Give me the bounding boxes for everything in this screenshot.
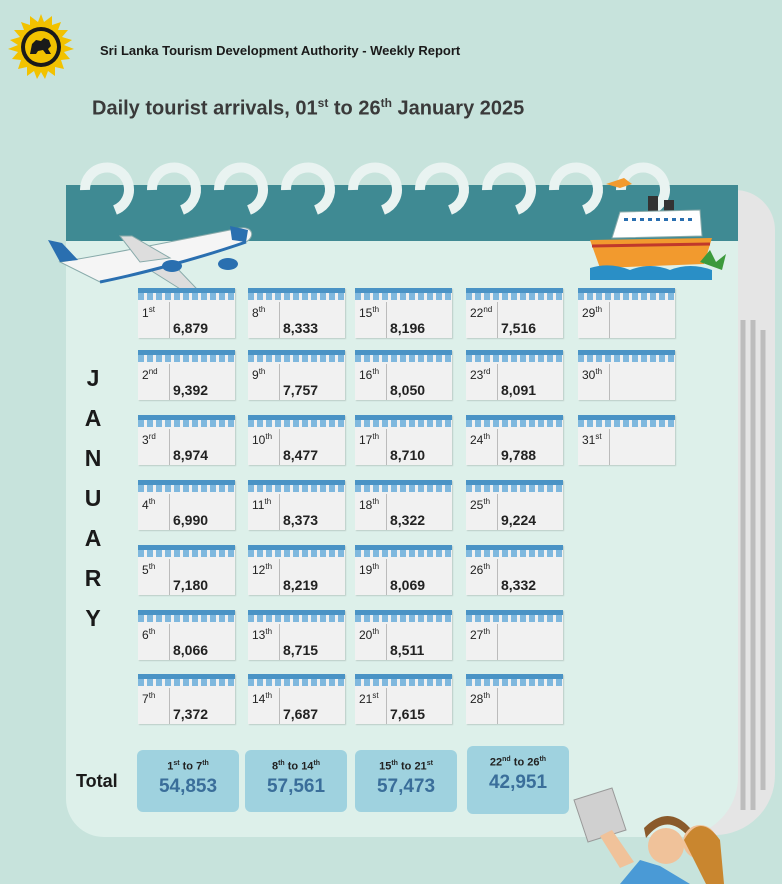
day-number: 17th	[359, 432, 380, 447]
week-range-label: 15th to 21st	[379, 760, 433, 773]
week-range-label: 8th to 14th	[271, 760, 321, 773]
day-number: 4th	[142, 497, 156, 512]
day-divider	[169, 688, 170, 724]
day-arrivals-value: 8,373	[283, 512, 319, 528]
day-number: 2nd	[142, 367, 158, 382]
day-number: 29th	[582, 305, 603, 320]
day-arrivals-value: 7,757	[283, 382, 319, 398]
day-divider	[386, 494, 387, 530]
month-vertical-label	[78, 358, 108, 638]
day-divider	[497, 624, 498, 660]
day-cell	[248, 350, 345, 400]
month-letter: A	[84, 525, 102, 551]
day-number: 7th	[142, 691, 156, 706]
day-arrivals-value: 8,196	[390, 320, 426, 336]
day-cell	[466, 674, 563, 724]
day-arrivals-value: 8,477	[283, 447, 319, 463]
day-number: 12th	[252, 562, 273, 577]
day-cell	[355, 545, 452, 595]
day-number: 14th	[252, 691, 273, 706]
day-cell	[138, 674, 235, 724]
day-divider	[279, 429, 280, 465]
week-total-value: 54,853	[158, 775, 218, 797]
day-number: 23rd	[470, 367, 491, 382]
organization-name: Sri Lanka Tourism Development Authority - Weekly Report	[100, 43, 461, 58]
week-total-box	[467, 746, 569, 814]
week-total-box	[137, 750, 239, 812]
day-arrivals-value: 7,516	[501, 320, 537, 336]
day-cell	[138, 545, 235, 595]
day-cell	[355, 480, 452, 530]
day-number: 24th	[470, 432, 491, 447]
day-cell	[355, 288, 452, 338]
day-arrivals-value: 8,066	[173, 642, 209, 658]
day-cell	[248, 415, 345, 465]
day-divider	[169, 624, 170, 660]
week-total-value: 57,561	[266, 775, 326, 797]
day-arrivals-value: 8,715	[283, 642, 319, 658]
day-arrivals-value: 8,511	[390, 642, 425, 658]
day-divider	[279, 688, 280, 724]
week-total-value: 57,473	[376, 775, 436, 797]
day-arrivals-value: 9,392	[173, 382, 209, 398]
day-number: 3rd	[142, 432, 156, 447]
day-number: 6th	[142, 627, 156, 642]
day-divider	[279, 559, 280, 595]
day-arrivals-value: 8,974	[173, 447, 209, 463]
week-total-box	[245, 750, 347, 812]
day-number: 13th	[252, 627, 273, 642]
day-number: 1st	[142, 305, 155, 320]
day-number: 19th	[359, 562, 380, 577]
day-divider	[279, 624, 280, 660]
day-number: 20th	[359, 627, 380, 642]
day-cell	[355, 350, 452, 400]
day-arrivals-value: 8,710	[390, 447, 426, 463]
day-arrivals-value: 8,322	[390, 512, 426, 528]
day-arrivals-value: 8,219	[283, 577, 319, 593]
day-divider	[497, 302, 498, 338]
month-letter: N	[84, 445, 102, 471]
day-arrivals-value: 6,879	[173, 320, 209, 336]
day-cell	[466, 610, 563, 660]
month-letter: A	[84, 405, 102, 431]
day-arrivals-value: 7,687	[283, 706, 319, 722]
day-cell	[578, 288, 675, 338]
day-number: 16th	[359, 367, 380, 382]
day-number: 5th	[142, 562, 156, 577]
day-cell	[138, 480, 235, 530]
day-cell	[578, 415, 675, 465]
day-cell	[248, 674, 345, 724]
day-number: 30th	[582, 367, 603, 382]
day-divider	[609, 429, 610, 465]
month-letter: J	[86, 365, 100, 391]
week-range-label: 22nd to 26th	[489, 756, 547, 769]
day-cell	[138, 288, 235, 338]
day-cell	[466, 350, 563, 400]
day-divider	[497, 364, 498, 400]
month-letter: U	[84, 485, 102, 511]
day-number: 21st	[359, 691, 379, 706]
day-cell	[138, 350, 235, 400]
day-divider	[279, 302, 280, 338]
day-arrivals-value: 7,372	[173, 706, 209, 722]
day-cell	[248, 610, 345, 660]
day-cell	[248, 288, 345, 338]
day-divider	[386, 559, 387, 595]
day-divider	[169, 429, 170, 465]
day-cell	[578, 350, 675, 400]
day-cell	[355, 415, 452, 465]
day-number: 18th	[359, 497, 380, 512]
day-number: 8th	[252, 305, 266, 320]
day-divider	[609, 302, 610, 338]
day-cell	[248, 480, 345, 530]
day-divider	[279, 364, 280, 400]
month-letter: R	[84, 565, 102, 591]
day-arrivals-value: 8,091	[501, 382, 537, 398]
day-divider	[386, 364, 387, 400]
week-range-label: 1st to 7th	[167, 760, 209, 773]
day-cell	[355, 610, 452, 660]
day-arrivals-value: 6,990	[173, 512, 209, 528]
total-label: Total	[76, 771, 118, 791]
day-cell	[466, 415, 563, 465]
day-divider	[609, 364, 610, 400]
day-number: 10th	[252, 432, 273, 447]
day-divider	[386, 429, 387, 465]
day-divider	[497, 494, 498, 530]
day-number: 31st	[582, 432, 602, 447]
day-divider	[386, 624, 387, 660]
day-divider	[497, 688, 498, 724]
day-arrivals-value: 8,332	[501, 577, 537, 593]
day-divider	[169, 364, 170, 400]
month-letter: Y	[85, 605, 101, 631]
week-total-box	[355, 750, 457, 812]
day-arrivals-value: 7,615	[390, 706, 426, 722]
day-arrivals-value: 9,788	[501, 447, 537, 463]
day-divider	[169, 302, 170, 338]
page-title: Daily tourist arrivals, 01st to 26th January 2025	[92, 96, 525, 120]
week-total-value: 42,951	[488, 771, 548, 793]
day-cell	[466, 288, 563, 338]
day-number: 22nd	[470, 305, 493, 320]
day-divider	[386, 688, 387, 724]
day-cell	[248, 545, 345, 595]
day-arrivals-value: 7,180	[173, 577, 209, 593]
day-number: 27th	[470, 627, 491, 642]
day-divider	[279, 494, 280, 530]
day-cell	[138, 415, 235, 465]
day-cell	[355, 674, 452, 724]
day-arrivals-value: 8,333	[283, 320, 319, 336]
day-number: 26th	[470, 562, 491, 577]
day-divider	[497, 429, 498, 465]
day-divider	[169, 559, 170, 595]
day-arrivals-value: 8,069	[390, 577, 426, 593]
day-divider	[497, 559, 498, 595]
day-divider	[169, 494, 170, 530]
day-cell	[466, 480, 563, 530]
day-divider	[386, 302, 387, 338]
day-arrivals-value: 9,224	[501, 512, 537, 528]
day-number: 28th	[470, 691, 491, 706]
day-cell	[138, 610, 235, 660]
day-number: 15th	[359, 305, 380, 320]
day-arrivals-value: 8,050	[390, 382, 426, 398]
day-number: 11th	[252, 497, 272, 512]
day-number: 9th	[252, 367, 266, 382]
day-number: 25th	[470, 497, 491, 512]
day-cell	[466, 545, 563, 595]
